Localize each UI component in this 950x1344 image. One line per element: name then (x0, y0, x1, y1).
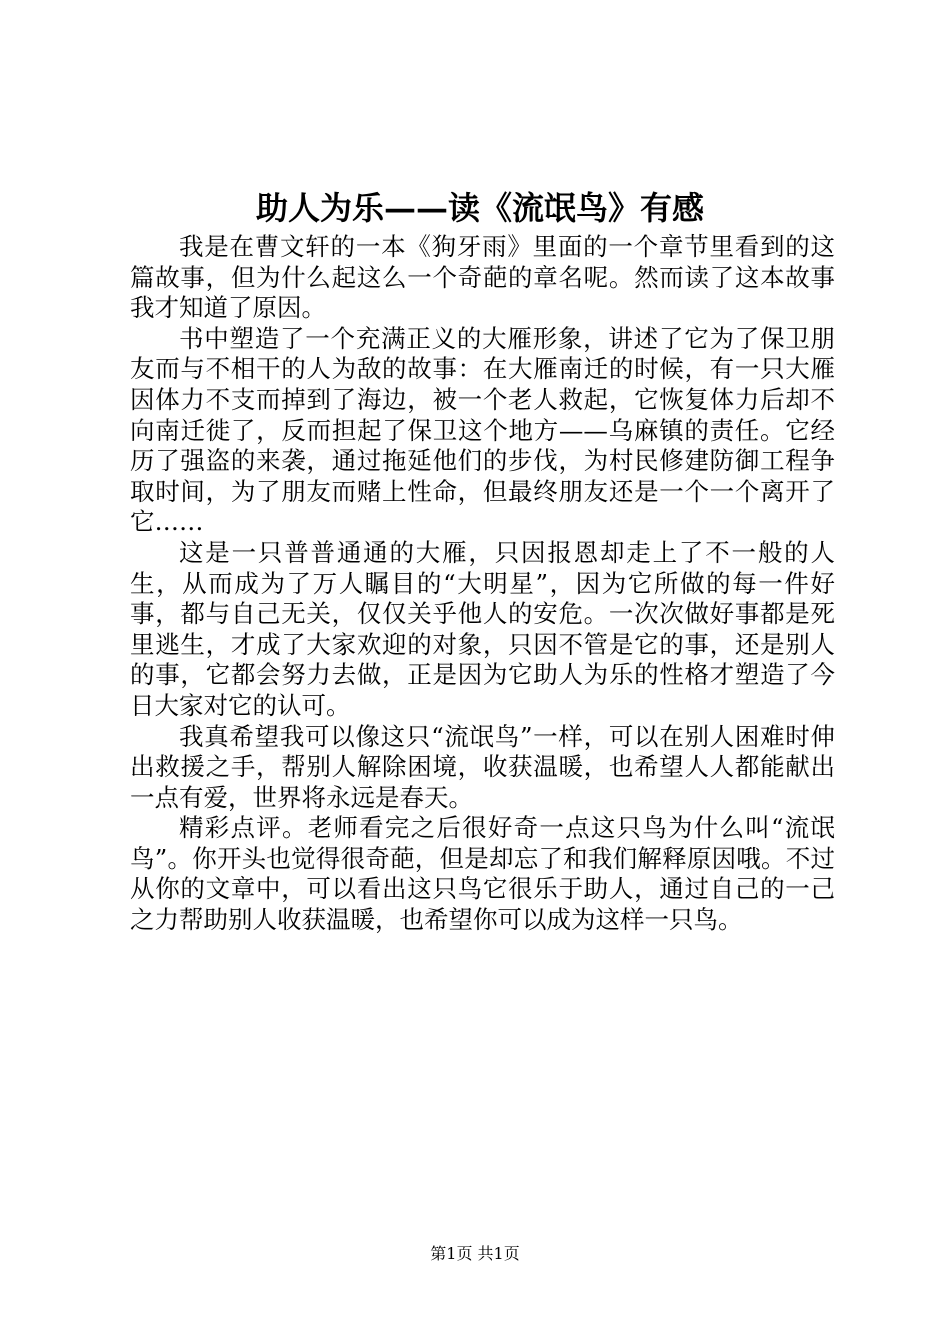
page-footer: 第1页 共1页 (430, 1244, 520, 1263)
document-body (130, 232, 835, 936)
document-title: 助人为乐——读《流氓鸟》有感 (255, 189, 704, 227)
paragraph: 我是在曹文轩的一本《狗牙雨》里面的一个章节里看到的这篇故事，但为什么起这么一个奇葩的章名呢。然而读了这本故事我才知道了原因。 (130, 232, 835, 323)
paragraph: 这是一只普普通通的大雁，只因报恩却走上了不一般的人生，从而成为了万人瞩目的“大明星”，因为它所做的每一件好事，都与自己无关，仅仅关乎他人的安危。一次次做好事都是死里逃生，才成了大家欢迎的对象，只因不管是它的事，还是别人的事，它都会努力去做，正是因为它助人为乐的性格才塑造了今日大家对它的认可。 (130, 537, 835, 720)
paragraph: 书中塑造了一个充满正义的大雁形象，讲述了它为了保卫朋友而与不相干的人为敌的故事：在大雁南迁的时候，有一只大雁因体力不支而掉到了海边，被一个老人救起，它恢复体力后却不向南迁徙了，反而担起了保卫这个地方——乌麻镇的责任。它经历了强盗的来袭，通过拖延他们的步伐，为村民修建防御工程争取时间，为了朋友而赌上性命，但最终朋友还是一个一个离开了它…… (130, 323, 835, 537)
paragraph: 精彩点评。老师看完之后很好奇一点这只鸟为什么叫“流氓鸟”。你开头也觉得很奇葩，但是却忘了和我们解释原因哦。不过从你的文章中，可以看出这只鸟它很乐于助人，通过自己的一己之力帮助别人收获温暖，也希望你可以成为这样一只鸟。 (130, 813, 835, 935)
paragraph: 我真希望我可以像这只“流氓鸟”一样，可以在别人困难时伸出救援之手，帮别人解除困境，收获温暖，也希望人人都能献出一点有爱，世界将永远是春天。 (130, 721, 835, 812)
